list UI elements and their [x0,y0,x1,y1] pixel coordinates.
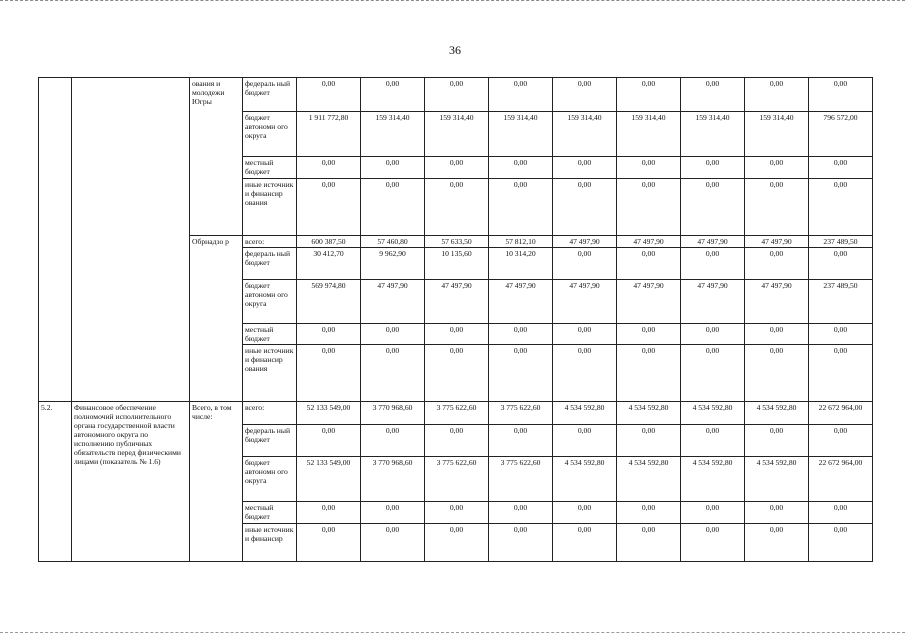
activity-name-cell: Финансовое обеспечение полномочий исполнительного органа государственной власти автономного округа по исполнению публичных обязательств перед физическими лицами (показатель № 1.6) [72,402,190,562]
amount-cell: 159 314,40 [489,112,553,157]
scan-edge-bottom [0,632,905,635]
amount-cell: 159 314,40 [553,112,617,157]
amount-cell: 0,00 [745,248,809,280]
amount-cell: 0,00 [425,502,489,524]
amount-cell: 0,00 [361,78,425,112]
funding-source: бюджет автономн ого округа [243,280,297,324]
amount-cell: 159 314,40 [617,112,681,157]
amount-cell: 4 534 592,80 [617,457,681,502]
amount-cell: 0,00 [297,157,361,179]
amount-cell: 0,00 [617,425,681,457]
amount-cell: 0,00 [617,179,681,236]
amount-cell: 47 497,90 [681,280,745,324]
amount-cell: 30 412,70 [297,248,361,280]
funding-source: бюджет автономн ого округа [243,457,297,502]
amount-cell: 0,00 [553,179,617,236]
amount-cell: 0,00 [297,179,361,236]
amount-cell: 0,00 [425,157,489,179]
amount-cell: 0,00 [681,78,745,112]
amount-cell: 159 314,40 [681,112,745,157]
amount-cell: 0,00 [553,157,617,179]
amount-cell: 52 133 549,00 [297,402,361,425]
amount-cell: 0,00 [297,324,361,345]
amount-cell: 0,00 [617,502,681,524]
funding-source: федераль ный бюджет [243,248,297,280]
funding-source: всего: [243,402,297,425]
row-number-cell [39,78,72,402]
amount-cell: 47 497,90 [617,236,681,248]
funding-source: всего: [243,236,297,248]
amount-cell: 0,00 [361,425,425,457]
amount-cell: 0,00 [681,179,745,236]
amount-cell: 0,00 [425,179,489,236]
amount-cell: 0,00 [553,524,617,562]
amount-cell: 47 497,90 [681,236,745,248]
amount-cell: 0,00 [681,502,745,524]
amount-cell: 4 534 592,80 [553,457,617,502]
amount-cell: 0,00 [425,324,489,345]
amount-cell: 600 387,50 [297,236,361,248]
amount-cell: 47 497,90 [361,280,425,324]
amount-cell: 569 974,80 [297,280,361,324]
funding-source: федераль ный бюджет [243,78,297,112]
amount-cell: 159 314,40 [361,112,425,157]
page-number: 36 [449,43,461,57]
amount-cell: 0,00 [425,425,489,457]
amount-cell: 1 911 772,80 [297,112,361,157]
amount-cell: 0,00 [617,324,681,345]
amount-cell: 4 534 592,80 [553,402,617,425]
funding-source: местный бюджет [243,502,297,524]
amount-cell: 0,00 [553,248,617,280]
amount-cell: 0,00 [617,524,681,562]
amount-cell: 10 135,60 [425,248,489,280]
amount-cell: 4 534 592,80 [745,457,809,502]
amount-cell: 0,00 [617,248,681,280]
amount-cell: 159 314,40 [745,112,809,157]
amount-cell: 47 497,90 [745,280,809,324]
funding-source: местный бюджет [243,324,297,345]
amount-cell: 0,00 [681,248,745,280]
amount-cell: 47 497,90 [489,280,553,324]
amount-cell: 0,00 [361,502,425,524]
amount-cell: 0,00 [809,524,873,562]
amount-cell: 0,00 [489,425,553,457]
amount-cell: 796 572,00 [809,112,873,157]
amount-cell: 0,00 [809,425,873,457]
amount-cell: 0,00 [745,524,809,562]
amount-cell: 0,00 [745,345,809,402]
amount-cell: 0,00 [297,78,361,112]
amount-cell: 52 133 549,00 [297,457,361,502]
executor-cell: ования и молодежи Югры [190,78,243,236]
funding-source: федераль ный бюджет [243,425,297,457]
amount-cell: 0,00 [361,324,425,345]
scan-edge-top [0,0,905,4]
table-row [39,402,873,425]
amount-cell: 0,00 [809,502,873,524]
amount-cell: 0,00 [745,502,809,524]
amount-cell: 3 775 622,60 [425,402,489,425]
funding-source: иные источник и финансир ования [243,345,297,402]
amount-cell: 0,00 [745,324,809,345]
amount-cell: 0,00 [361,345,425,402]
amount-cell: 0,00 [297,524,361,562]
amount-cell: 4 534 592,80 [745,402,809,425]
amount-cell: 10 314,20 [489,248,553,280]
amount-cell: 237 489,50 [809,236,873,248]
amount-cell: 0,00 [617,157,681,179]
amount-cell: 0,00 [809,324,873,345]
amount-cell: 0,00 [745,157,809,179]
amount-cell: 0,00 [617,78,681,112]
amount-cell: 0,00 [553,324,617,345]
amount-cell: 0,00 [553,425,617,457]
amount-cell: 47 497,90 [425,280,489,324]
amount-cell: 0,00 [809,78,873,112]
amount-cell: 57 633,50 [425,236,489,248]
amount-cell: 3 770 968,60 [361,402,425,425]
amount-cell: 0,00 [361,179,425,236]
amount-cell: 0,00 [745,78,809,112]
amount-cell: 57 460,80 [361,236,425,248]
amount-cell: 0,00 [361,157,425,179]
amount-cell: 0,00 [681,345,745,402]
amount-cell: 0,00 [425,345,489,402]
amount-cell: 22 672 964,00 [809,402,873,425]
amount-cell: 0,00 [745,425,809,457]
amount-cell: 3 770 968,60 [361,457,425,502]
amount-cell: 4 534 592,80 [681,402,745,425]
amount-cell: 0,00 [297,425,361,457]
amount-cell: 0,00 [297,345,361,402]
table-row [39,78,873,112]
amount-cell: 0,00 [553,78,617,112]
amount-cell: 0,00 [681,425,745,457]
amount-cell: 4 534 592,80 [617,402,681,425]
funding-source: иные источник и финансир ования [243,179,297,236]
amount-cell: 3 775 622,60 [425,457,489,502]
funding-source: иные источник и финансир [243,524,297,562]
amount-cell: 0,00 [681,524,745,562]
activity-name-cell [72,78,190,402]
amount-cell: 0,00 [809,179,873,236]
amount-cell: 47 497,90 [745,236,809,248]
amount-cell: 0,00 [425,78,489,112]
funding-source: местный бюджет [243,157,297,179]
amount-cell: 57 812,10 [489,236,553,248]
amount-cell: 47 497,90 [617,280,681,324]
amount-cell: 47 497,90 [553,280,617,324]
amount-cell: 0,00 [681,324,745,345]
amount-cell: 0,00 [361,524,425,562]
amount-cell: 159 314,40 [425,112,489,157]
row-number-cell: 5.2. [39,402,72,562]
amount-cell: 0,00 [809,248,873,280]
amount-cell: 4 534 592,80 [681,457,745,502]
amount-cell: 0,00 [809,345,873,402]
amount-cell: 0,00 [681,157,745,179]
amount-cell: 0,00 [809,157,873,179]
amount-cell: 0,00 [489,345,553,402]
executor-cell: Обрнадзо р [190,236,243,402]
amount-cell: 0,00 [617,345,681,402]
amount-cell: 0,00 [297,502,361,524]
amount-cell: 0,00 [553,345,617,402]
amount-cell: 237 489,50 [809,280,873,324]
amount-cell: 0,00 [489,78,553,112]
amount-cell: 0,00 [745,179,809,236]
funding-source: бюджет автономн ого округа [243,112,297,157]
amount-cell: 0,00 [489,157,553,179]
amount-cell: 9 962,90 [361,248,425,280]
amount-cell: 47 497,90 [553,236,617,248]
amount-cell: 0,00 [553,502,617,524]
budget-table [38,77,873,562]
amount-cell: 0,00 [489,524,553,562]
amount-cell: 0,00 [489,324,553,345]
amount-cell: 0,00 [489,179,553,236]
amount-cell: 0,00 [425,524,489,562]
amount-cell: 0,00 [489,502,553,524]
amount-cell: 22 672 964,00 [809,457,873,502]
amount-cell: 3 775 622,60 [489,457,553,502]
executor-cell: Всего, в том числе: [190,402,243,562]
amount-cell: 3 775 622,60 [489,402,553,425]
